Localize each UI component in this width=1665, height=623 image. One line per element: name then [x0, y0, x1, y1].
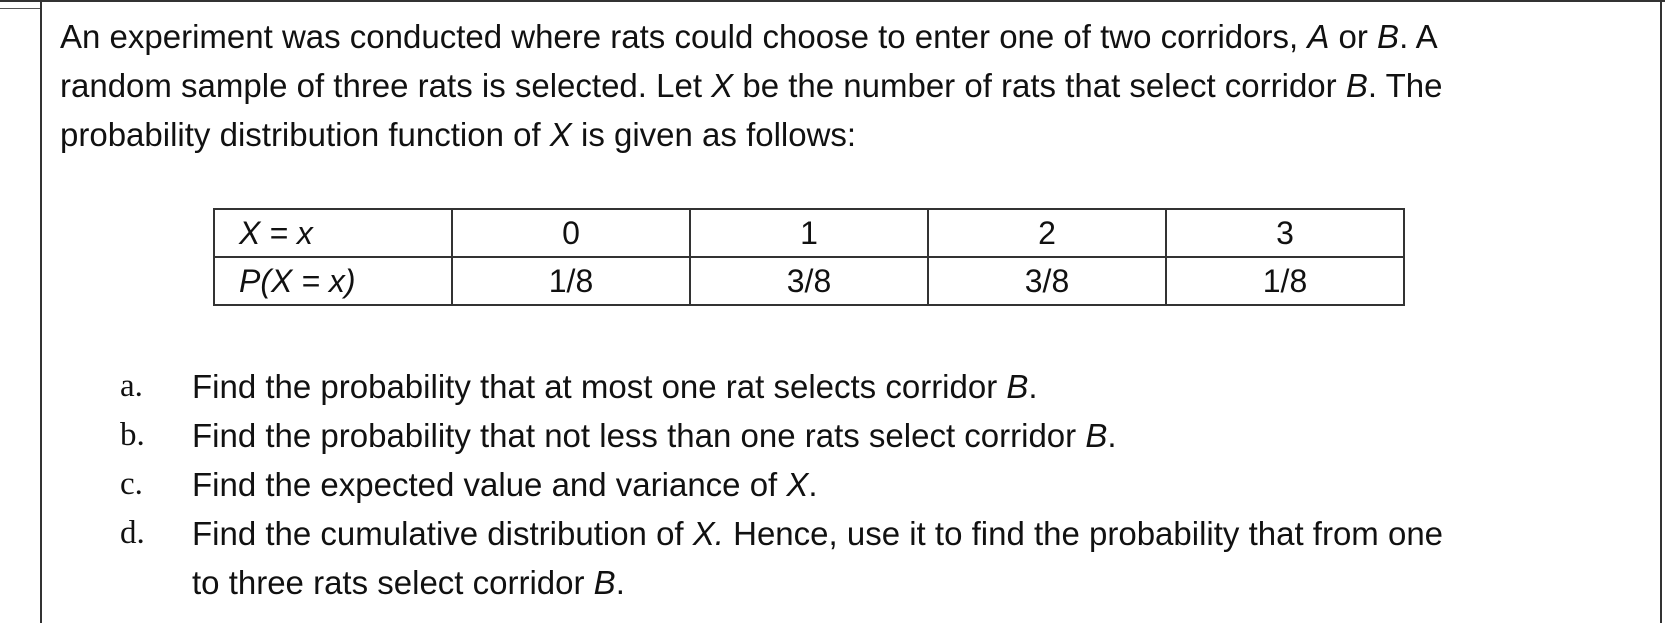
- variable-b: B: [1345, 67, 1368, 104]
- variable-b: B: [1006, 368, 1029, 405]
- variable-x: X.: [692, 515, 724, 552]
- problem-text: . A: [1399, 18, 1438, 55]
- table-header-x: X = x: [214, 209, 452, 257]
- question-text: to three rats select corridor: [192, 564, 585, 601]
- table-cell-x: 1: [690, 209, 928, 257]
- table-cell-x: 0: [452, 209, 690, 257]
- question-text: Find the probability that not less than one rats select corridor: [192, 417, 1077, 454]
- variable-x: X: [549, 116, 572, 153]
- problem-text: An experiment was conducted where rats could choose to enter one of two corridors,: [60, 18, 1299, 55]
- question-letter: c.: [120, 466, 143, 502]
- frame-right-border: [1660, 0, 1662, 623]
- question-letter: d.: [120, 515, 145, 551]
- question-text: Find the expected value and variance of: [192, 466, 778, 503]
- problem-statement: [60, 12, 1648, 159]
- table-row-probability: [214, 257, 1404, 305]
- table-cell-probability: 1/8: [452, 257, 690, 305]
- table-cell-x: 3: [1166, 209, 1404, 257]
- probability-distribution-table: [213, 208, 1405, 306]
- variable-x: X: [711, 67, 734, 104]
- question-d: d. Find the cumulative distribution of X. Hence, use it to find the probability that from one to three rats select corridor B.: [120, 509, 1650, 607]
- question-list: [120, 362, 1650, 607]
- question-c: c. Find the expected value and variance of X.: [120, 460, 1650, 509]
- question-b: b. Find the probability that not less than one rats select corridor B.: [120, 411, 1650, 460]
- table-cell-x: 2: [928, 209, 1166, 257]
- variable-x: X: [786, 466, 809, 503]
- table-cell-probability: 1/8: [1166, 257, 1404, 305]
- variable-a: A: [1307, 18, 1330, 55]
- problem-text: . The: [1367, 67, 1443, 104]
- problem-text: be the number of rats that select corridor: [742, 67, 1337, 104]
- problem-text: random sample of three rats is selected. Let: [60, 67, 702, 104]
- frame-corner-line: [0, 8, 40, 9]
- frame-top-border: [0, 0, 1665, 2]
- variable-b: B: [1085, 417, 1108, 454]
- problem-line-2: [60, 61, 1648, 110]
- question-text: Hence, use it to find the probability that from one: [733, 515, 1444, 552]
- problem-line-3: [60, 110, 1648, 159]
- table-cell-probability: 3/8: [928, 257, 1166, 305]
- problem-text: probability distribution function of: [60, 116, 541, 153]
- question-a: a. Find the probability that at most one rat selects corridor B.: [120, 362, 1650, 411]
- problem-text: is given as follows:: [580, 116, 857, 153]
- table-header-probability: P(X = x): [214, 257, 452, 305]
- variable-b: B: [593, 564, 616, 601]
- frame-left-border: [40, 0, 42, 623]
- question-letter: b.: [120, 417, 145, 453]
- table-row-x: [214, 209, 1404, 257]
- problem-line-1: [60, 12, 1648, 61]
- table-cell-probability: 3/8: [690, 257, 928, 305]
- variable-b: B: [1377, 18, 1400, 55]
- problem-text: or: [1338, 18, 1368, 55]
- question-letter: a.: [120, 368, 143, 404]
- question-text: Find the cumulative distribution of: [192, 515, 684, 552]
- question-text: Find the probability that at most one rat selects corridor: [192, 368, 998, 405]
